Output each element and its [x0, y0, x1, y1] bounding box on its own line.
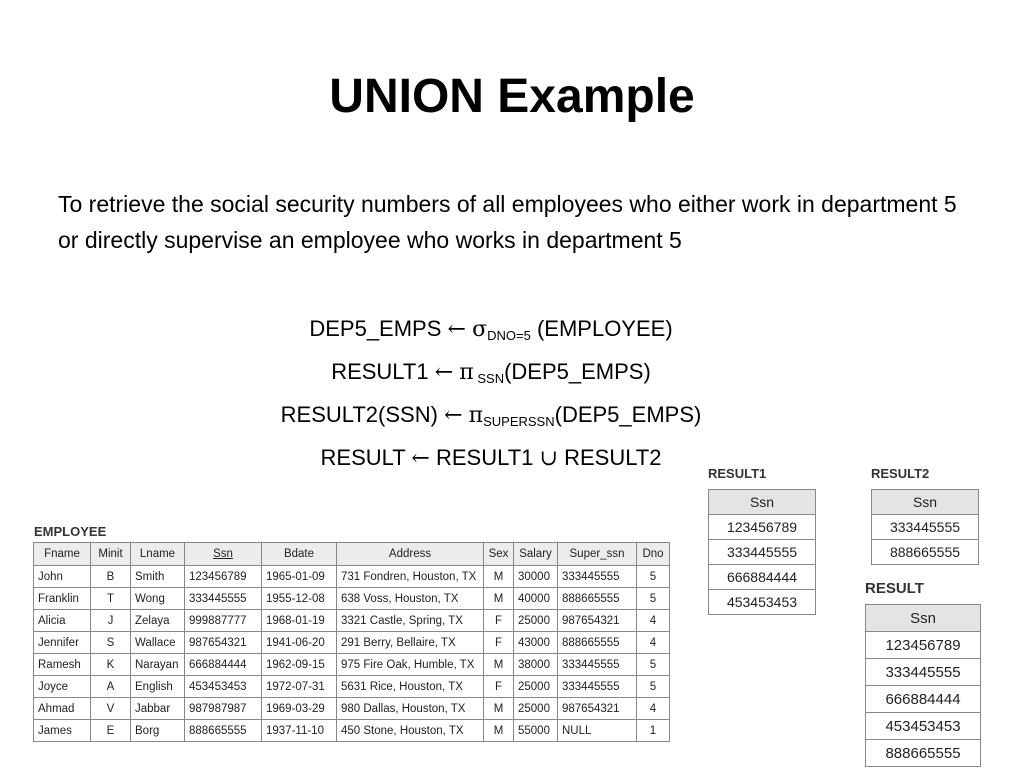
formula-subscript: DNO=5	[487, 328, 531, 343]
table-cell: 333445555	[558, 654, 637, 676]
table-row	[34, 610, 670, 632]
table-row	[34, 566, 670, 588]
table-cell: B	[91, 566, 131, 588]
assign-arrow-icon: ←	[434, 360, 454, 385]
table-cell: 888665555	[185, 720, 262, 742]
table-cell: 291 Berry, Bellaire, TX	[337, 632, 484, 654]
result1-table	[708, 489, 816, 615]
table-cell: Ramesh	[34, 654, 91, 676]
sigma-symbol: σ	[472, 317, 488, 342]
formula-operand: RESULT2	[564, 445, 662, 470]
table-row	[866, 713, 981, 740]
table-cell: M	[484, 588, 514, 610]
ssn-cell: 333445555	[872, 515, 979, 540]
table-row	[866, 686, 981, 713]
column-header: Fname	[34, 543, 91, 566]
table-cell: 1	[637, 720, 670, 742]
table-cell: Ahmad	[34, 698, 91, 720]
table-cell: F	[484, 676, 514, 698]
table-cell: 1968-01-19	[262, 610, 337, 632]
table-cell: 987654321	[558, 698, 637, 720]
table-cell: 1972-07-31	[262, 676, 337, 698]
table-cell: 4	[637, 632, 670, 654]
table-cell: James	[34, 720, 91, 742]
ssn-cell: 453453453	[866, 713, 981, 740]
table-cell: Borg	[131, 720, 185, 742]
ssn-cell: 888665555	[872, 540, 979, 565]
table-row	[709, 540, 816, 565]
table-cell: 5	[637, 588, 670, 610]
pi-symbol: π	[468, 403, 484, 428]
result-table-label: RESULT	[865, 580, 924, 597]
table-cell: 25000	[514, 676, 558, 698]
table-cell: M	[484, 720, 514, 742]
table-cell: 43000	[514, 632, 558, 654]
table-cell: 5	[637, 566, 670, 588]
table-cell: 638 Voss, Houston, TX	[337, 588, 484, 610]
table-row	[709, 515, 816, 540]
table-cell: Smith	[131, 566, 185, 588]
ssn-cell: 333445555	[709, 540, 816, 565]
table-cell: 731 Fondren, Houston, TX	[337, 566, 484, 588]
table-cell: M	[484, 654, 514, 676]
table-cell: 30000	[514, 566, 558, 588]
table-cell: K	[91, 654, 131, 676]
employee-table-label: EMPLOYEE	[34, 524, 107, 539]
ssn-cell: 666884444	[709, 565, 816, 590]
table-cell: John	[34, 566, 91, 588]
table-cell: 987654321	[185, 632, 262, 654]
table-cell: Wong	[131, 588, 185, 610]
ssn-cell: 123456789	[709, 515, 816, 540]
result-table	[865, 604, 981, 767]
formula-lhs: RESULT	[320, 445, 406, 470]
result1-table-label: RESULT1	[708, 466, 767, 481]
formula-result1	[0, 354, 982, 397]
table-cell: 123456789	[185, 566, 262, 588]
table-cell: Jabbar	[131, 698, 185, 720]
table-cell: 1962-09-15	[262, 654, 337, 676]
table-cell: 1941-06-20	[262, 632, 337, 654]
column-header	[185, 543, 262, 566]
formula-result	[0, 440, 982, 477]
table-cell: English	[131, 676, 185, 698]
table-row	[34, 676, 670, 698]
table-cell: 1969-03-29	[262, 698, 337, 720]
table-cell: 5	[637, 676, 670, 698]
table-cell: 4	[637, 610, 670, 632]
table-cell: 3321 Castle, Spring, TX	[337, 610, 484, 632]
table-cell: 333445555	[558, 676, 637, 698]
employee-header-row	[34, 543, 670, 566]
union-symbol: ∪	[539, 446, 558, 471]
assign-arrow-icon: ←	[411, 446, 430, 471]
intro-text: To retrieve the social security numbers of all employees who either work in department 5 or directly supervise an employee who works in department 5	[58, 191, 957, 253]
formula-operand: RESULT1	[435, 445, 534, 470]
table-cell: 450 Stone, Houston, TX	[337, 720, 484, 742]
assign-arrow-icon: ←	[444, 403, 463, 428]
key-column-label: Ssn	[213, 548, 233, 560]
formula-argument: (DEP5_EMPS)	[504, 359, 651, 384]
table-cell: Zelaya	[131, 610, 185, 632]
table-row	[34, 654, 670, 676]
table-cell: Alicia	[34, 610, 91, 632]
column-header: Super_ssn	[558, 543, 637, 566]
table-row	[34, 720, 670, 742]
table-row	[872, 540, 979, 565]
ssn-cell: 123456789	[866, 632, 981, 659]
table-cell: A	[91, 676, 131, 698]
table-cell: 5631 Rice, Houston, TX	[337, 676, 484, 698]
column-header: Dno	[637, 543, 670, 566]
table-cell: M	[484, 698, 514, 720]
ssn-cell: 666884444	[866, 686, 981, 713]
table-cell: 888665555	[558, 632, 637, 654]
assign-arrow-icon: ←	[447, 317, 466, 342]
table-cell: 40000	[514, 588, 558, 610]
table-cell: 333445555	[558, 566, 637, 588]
table-cell: 5	[637, 654, 670, 676]
table-cell: 666884444	[185, 654, 262, 676]
table-cell: 999887777	[185, 610, 262, 632]
table-row	[34, 588, 670, 610]
table-cell: T	[91, 588, 131, 610]
table-cell: Joyce	[34, 676, 91, 698]
ssn-header: Ssn	[872, 490, 979, 515]
formula-dep5-emps	[0, 311, 982, 354]
table-row	[34, 632, 670, 654]
table-cell: 1937-11-10	[262, 720, 337, 742]
table-cell: M	[484, 566, 514, 588]
formula-argument: (EMPLOYEE)	[530, 316, 673, 341]
table-cell: E	[91, 720, 131, 742]
table-cell: 453453453	[185, 676, 262, 698]
ssn-cell: 888665555	[866, 740, 981, 767]
formula-subscript: SSN	[473, 371, 505, 386]
ssn-header: Ssn	[709, 490, 816, 515]
table-cell: Wallace	[131, 632, 185, 654]
table-cell: 987987987	[185, 698, 262, 720]
result2-table-label: RESULT2	[871, 466, 930, 481]
column-header: Lname	[131, 543, 185, 566]
table-row	[709, 565, 816, 590]
formula-lhs: DEP5_EMPS	[309, 316, 442, 341]
formula-lhs: RESULT1	[331, 359, 429, 384]
table-cell: 4	[637, 698, 670, 720]
table-cell: J	[91, 610, 131, 632]
formula-argument: (DEP5_EMPS)	[554, 402, 702, 427]
table-cell: 25000	[514, 698, 558, 720]
table-cell: 1965-01-09	[262, 566, 337, 588]
result2-table	[871, 489, 979, 565]
table-row	[866, 632, 981, 659]
formula-lhs: RESULT2(SSN)	[280, 402, 438, 427]
table-cell: NULL	[558, 720, 637, 742]
slide-title: UNION Example	[329, 70, 695, 123]
table-row	[872, 515, 979, 540]
table-cell: S	[91, 632, 131, 654]
table-cell: 38000	[514, 654, 558, 676]
column-header: Salary	[514, 543, 558, 566]
table-cell: Franklin	[34, 588, 91, 610]
table-cell: F	[484, 632, 514, 654]
column-header: Minit	[91, 543, 131, 566]
table-row	[866, 659, 981, 686]
column-header: Bdate	[262, 543, 337, 566]
formula-block	[0, 311, 982, 477]
table-cell: F	[484, 610, 514, 632]
formula-result2	[0, 397, 982, 440]
table-cell: Narayan	[131, 654, 185, 676]
table-cell: 55000	[514, 720, 558, 742]
column-header: Sex	[484, 543, 514, 566]
column-header: Address	[337, 543, 484, 566]
ssn-header: Ssn	[866, 605, 981, 632]
table-cell: 987654321	[558, 610, 637, 632]
table-row	[866, 740, 981, 767]
formula-subscript: SUPERSSN	[483, 414, 555, 429]
employee-table	[33, 542, 670, 742]
table-cell: 1955-12-08	[262, 588, 337, 610]
table-row	[709, 590, 816, 615]
table-cell: V	[91, 698, 131, 720]
table-cell: 25000	[514, 610, 558, 632]
pi-symbol: π	[459, 360, 474, 385]
ssn-cell: 333445555	[866, 659, 981, 686]
table-cell: 975 Fire Oak, Humble, TX	[337, 654, 484, 676]
ssn-cell: 453453453	[709, 590, 816, 615]
table-cell: 980 Dallas, Houston, TX	[337, 698, 484, 720]
table-row	[34, 698, 670, 720]
table-cell: 333445555	[185, 588, 262, 610]
table-cell: 888665555	[558, 588, 637, 610]
table-cell: Jennifer	[34, 632, 91, 654]
